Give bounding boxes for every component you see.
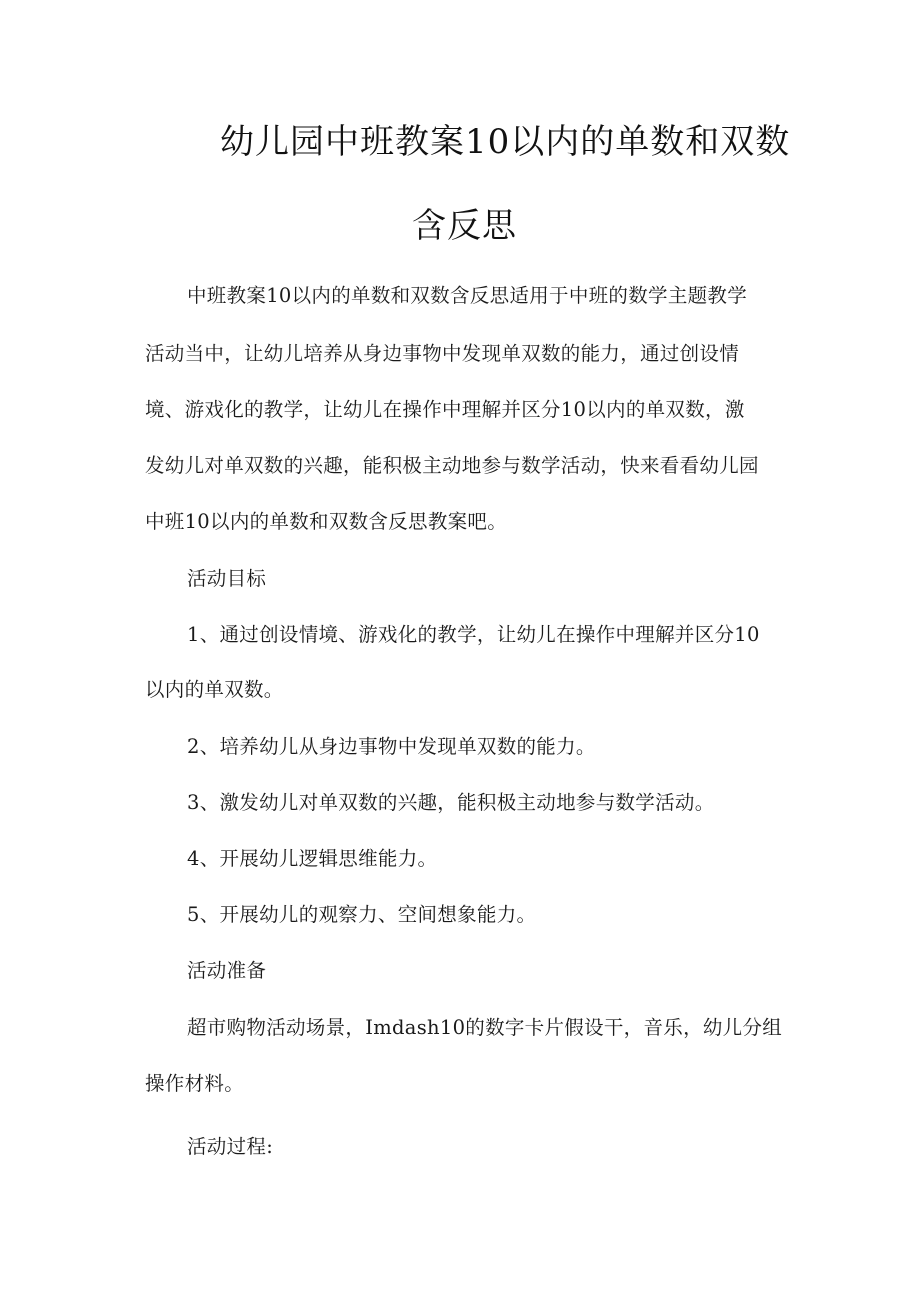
intro-line-5: 中班10以内的单数和双数含反思教案吧。 bbox=[145, 510, 508, 533]
document-title-line-2: 含反思 bbox=[412, 206, 517, 246]
intro-line-3: 境、游戏化的教学，让幼儿在操作中理解并区分10以内的单双数，激 bbox=[145, 398, 745, 421]
intro-line-4: 发幼儿对单双数的兴趣，能积极主动地参与数学活动，快来看看幼儿园 bbox=[145, 454, 759, 477]
goal-item-3: 3、激发幼儿对单双数的兴趣，能积极主动地参与数学活动。 bbox=[187, 791, 715, 814]
intro-line-2: 活动当中，让幼儿培养从身边事物中发现单双数的能力，通过创设情 bbox=[145, 342, 740, 365]
goals-heading: 活动目标 bbox=[187, 567, 267, 590]
document-title-line-1: 幼儿园中班教案10以内的单数和双数 bbox=[220, 122, 791, 162]
preparation-heading: 活动准备 bbox=[187, 959, 267, 982]
preparation-line-1: 超市购物活动场景，Imdash10的数字卡片假设干，音乐，幼儿分组 bbox=[187, 1016, 783, 1039]
goal-item-1-line-2: 以内的单双数。 bbox=[145, 678, 284, 701]
process-heading: 活动过程: bbox=[187, 1135, 274, 1158]
goal-item-1-line-1: 1、通过创设情境、游戏化的教学，让幼儿在操作中理解并区分10 bbox=[187, 623, 760, 646]
goal-item-2: 2、培养幼儿从身边事物中发现单双数的能力。 bbox=[187, 735, 596, 758]
goal-item-5: 5、开展幼儿的观察力、空间想象能力。 bbox=[187, 903, 537, 926]
preparation-line-2: 操作材料。 bbox=[145, 1072, 245, 1095]
intro-line-1: 中班教案10以内的单数和双数含反思适用于中班的数学主题教学 bbox=[187, 284, 748, 307]
goal-item-4: 4、开展幼儿逻辑思维能力。 bbox=[187, 847, 438, 870]
